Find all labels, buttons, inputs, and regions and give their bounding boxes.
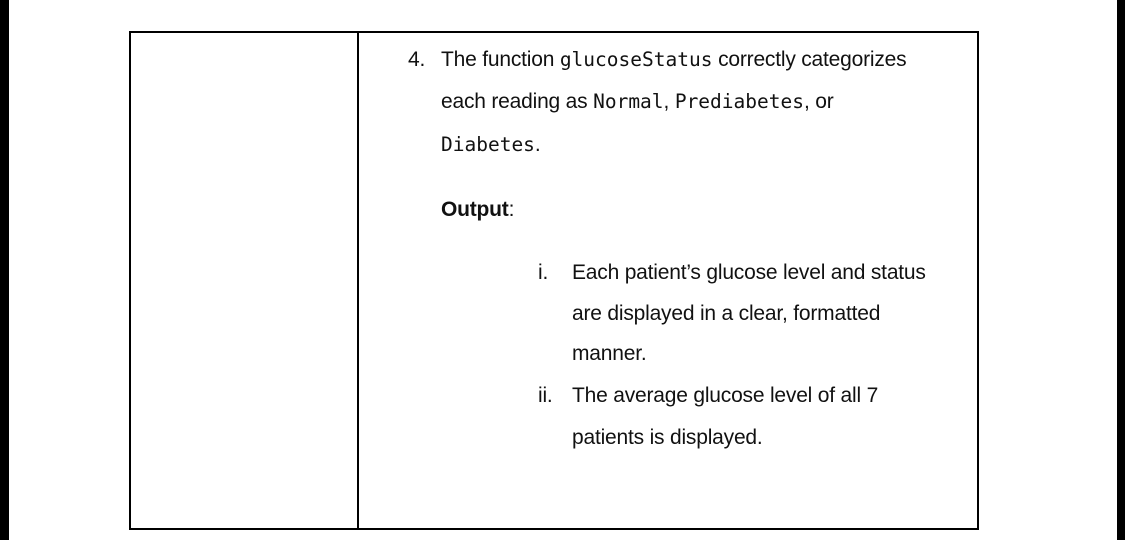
table-column-divider bbox=[357, 31, 359, 530]
text-fragment: each reading as bbox=[441, 90, 588, 113]
output-heading bbox=[441, 197, 514, 222]
list-item-line: The average glucose level of all 7 bbox=[572, 384, 879, 407]
text-fragment: . bbox=[534, 133, 541, 156]
list-item-line: manner. bbox=[572, 342, 647, 365]
text-fragment: correctly categorizes bbox=[718, 48, 907, 71]
criterion-line-2 bbox=[441, 89, 834, 114]
code-normal: Normal bbox=[593, 90, 664, 113]
code-function-name: glucoseStatus bbox=[559, 48, 713, 71]
list-marker: i. bbox=[538, 261, 549, 284]
output-label: Output bbox=[441, 198, 509, 221]
text-fragment: , or bbox=[803, 90, 834, 113]
list-item-line: patients is displayed. bbox=[572, 426, 763, 449]
criterion-line-1 bbox=[441, 47, 906, 72]
list-marker: ii. bbox=[538, 384, 553, 407]
list-item-line: Each patient’s glucose level and status bbox=[572, 261, 926, 284]
list-number: 4. bbox=[408, 48, 426, 71]
list-item-line: are displayed in a clear, formatted bbox=[572, 302, 881, 325]
criterion-line-3 bbox=[441, 132, 541, 157]
text-fragment: The function bbox=[441, 48, 555, 71]
output-colon: : bbox=[508, 198, 515, 221]
text-fragment: , bbox=[663, 90, 670, 113]
code-prediabetes: Prediabetes bbox=[674, 90, 804, 113]
code-diabetes: Diabetes bbox=[441, 133, 535, 156]
